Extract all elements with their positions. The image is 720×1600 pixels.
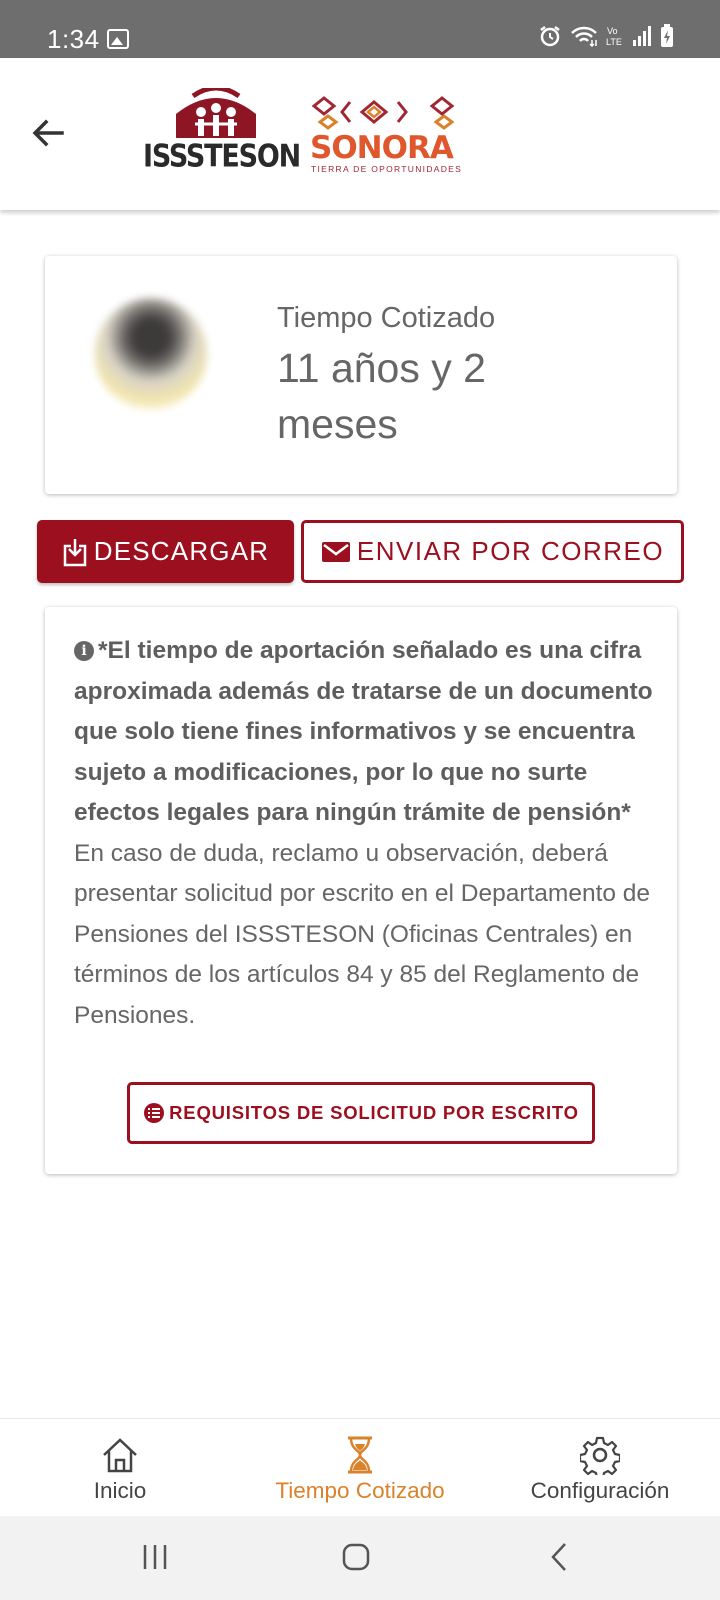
volte-icon — [606, 25, 624, 47]
requirements-button[interactable] — [127, 1082, 595, 1144]
nav-item-tiempo-cotizado[interactable] — [240, 1419, 480, 1517]
download-icon — [62, 537, 88, 567]
contribution-time-value: 11 años y 2 meses — [277, 345, 486, 447]
system-nav-bar — [0, 1516, 720, 1600]
battery-charging-icon — [660, 24, 674, 48]
mail-icon — [321, 540, 351, 564]
issste-logo-text: ISSSTESON — [143, 138, 301, 175]
wifi-icon — [570, 25, 598, 47]
sonora-pattern — [310, 96, 480, 130]
details-text: En caso de duda, reclamo u observación, deberá presentar solicitud por escrito en el Departamento de Pensiones del ISSSTESON (Oficinas Centrales) en términos de los artículos 84 y 85 del Reglamento de Pensiones. — [74, 839, 651, 1029]
app-bar — [0, 58, 720, 210]
gear-icon — [580, 1435, 620, 1475]
svg-text:LTE: LTE — [606, 37, 622, 47]
sonora-logo-word: SONORA — [310, 130, 453, 166]
gallery-notification-icon — [107, 29, 129, 49]
hourglass-icon — [344, 1435, 376, 1475]
list-icon — [143, 1102, 165, 1124]
signal-icon — [632, 25, 652, 47]
requirements-button-label: REQUISITOS DE SOLICITUD POR ESCRITO — [169, 1102, 579, 1123]
nav-item-inicio[interactable] — [60, 1419, 180, 1517]
recent-apps-icon[interactable] — [140, 1542, 170, 1572]
download-button[interactable] — [37, 520, 294, 583]
alarm-icon — [538, 24, 562, 48]
info-card — [45, 607, 677, 1174]
system-back-icon[interactable] — [545, 1542, 575, 1572]
bottom-nav — [0, 1418, 720, 1516]
send-email-button[interactable] — [301, 520, 684, 583]
nav-item-configuracion[interactable] — [505, 1419, 695, 1517]
send-email-button-label: ENVIAR POR CORREO — [356, 536, 665, 566]
nav-label-inicio: Inicio — [93, 1478, 147, 1503]
info-icon: i — [74, 641, 94, 661]
disclaimer-text: *El tiempo de aportación señalado es una cifra aproximada además de tratarse de un documento que solo tiene fines informativos y se encuentra sujeto a modificaciones, por lo que no surte efectos legales para ningún trámite de pensión* — [74, 637, 653, 826]
home-button-icon[interactable] — [341, 1542, 371, 1572]
back-arrow-icon[interactable] — [28, 113, 68, 153]
issste-logo — [143, 88, 301, 175]
nav-label-configuracion: Configuración — [530, 1478, 670, 1503]
sonora-logo-tagline: TIERRA DE OPORTUNIDADES — [311, 164, 463, 174]
info-text — [74, 631, 659, 1036]
home-icon — [100, 1435, 140, 1475]
download-button-label: DESCARGAR — [93, 536, 270, 566]
status-icons — [538, 24, 674, 48]
contribution-time-label: Tiempo Cotizado — [277, 302, 496, 334]
status-bar — [0, 0, 720, 58]
contribution-time-card — [45, 256, 677, 494]
sonora-logo — [310, 96, 480, 176]
status-time: 1:34 — [47, 24, 100, 54]
avatar — [95, 298, 207, 410]
nav-label-tiempo-cotizado: Tiempo Cotizado — [275, 1478, 445, 1503]
svg-text:Vo: Vo — [607, 26, 618, 36]
